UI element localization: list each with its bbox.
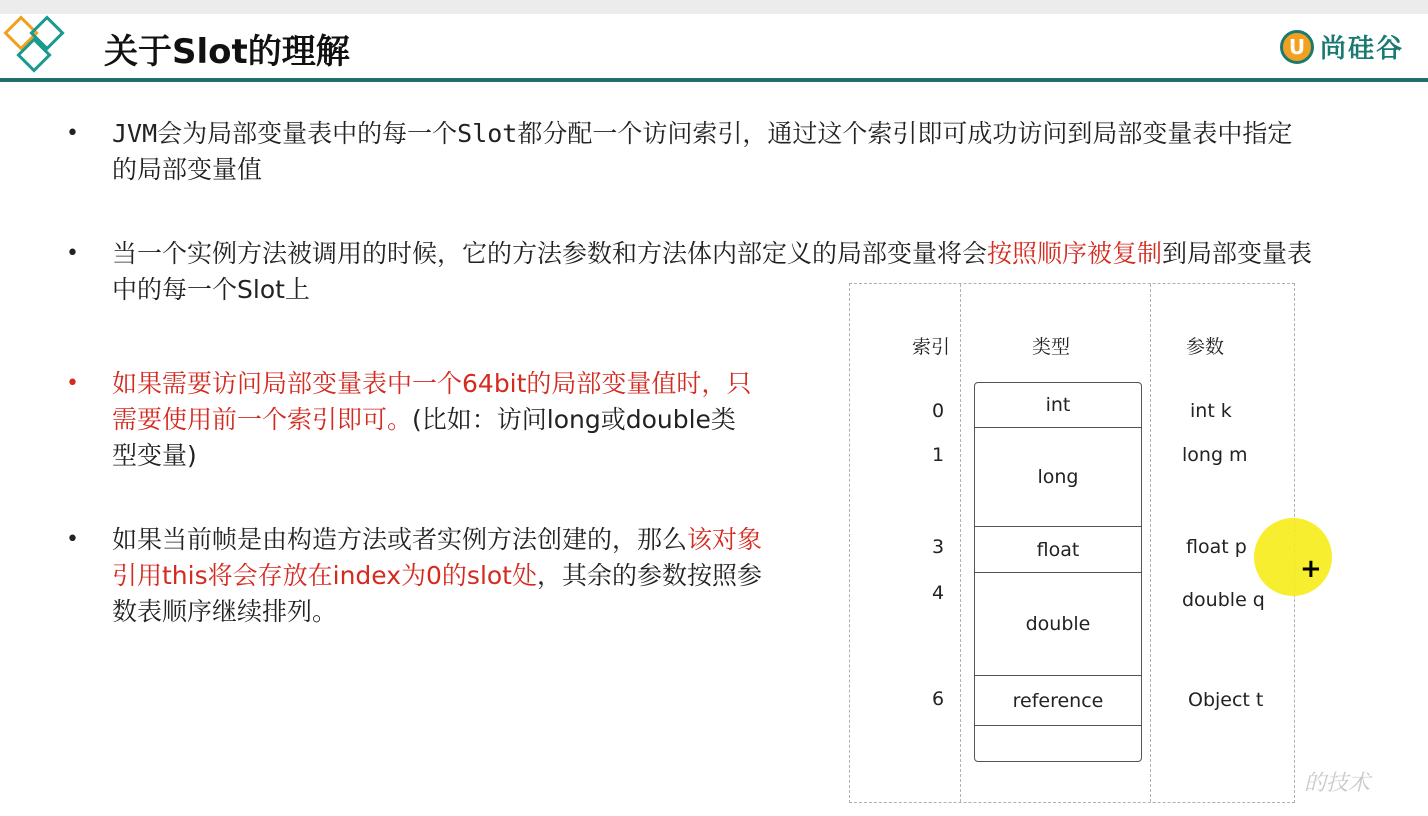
slot-param: float p [1186, 536, 1247, 558]
slot-index: 1 [931, 444, 945, 466]
bullet-highlight-text: 如果需要访问局部变量表中一个64bit的局部变量值时，只需要使用前一个索引即可。 [112, 369, 752, 434]
column-divider [1150, 284, 1151, 802]
param-column-header: 参数 [1186, 336, 1225, 358]
bullet-dot-icon: • [66, 241, 79, 266]
diamond-logo-icon [0, 14, 80, 80]
bullet-dot-icon: • [66, 371, 79, 396]
bullet-item [66, 366, 752, 474]
bullet-item [66, 116, 1312, 188]
brand-name: 尚硅谷 [1319, 34, 1404, 64]
slot-index: 4 [931, 582, 945, 604]
slot-cell: double [975, 573, 1141, 676]
bullet-text: 当一个实例方法被调用的时候，它的方法参数和方法体内部定义的局部变量将会 [112, 239, 988, 268]
bullet-text: JVM会为局部变量表中的每一个Slot都分配一个访问索引，通过这个索引即可成功访问到局部变量表中指定的局部变量值 [112, 119, 1293, 184]
slot-cell: int [975, 383, 1141, 428]
slot-index: 0 [931, 400, 945, 422]
slot-cell: long [975, 428, 1141, 527]
brand-mark-icon: U [1280, 30, 1314, 64]
bullet-text: ，其余的参数按照参数表顺序继续排列。 [112, 561, 763, 626]
slot-cell: float [975, 527, 1141, 573]
watermark: 的技术 [1304, 771, 1371, 796]
bullet-text: 到局部变量表中的每一个Slot上 [112, 239, 1313, 304]
bullet-highlight-text: 该对象引用this将会存放在index为0的slot处 [112, 525, 763, 590]
slot-param: int k [1190, 400, 1232, 422]
page-title: 关于Slot的理解 [104, 32, 350, 72]
header-divider [0, 78, 1428, 82]
bullet-item [66, 522, 772, 630]
slot-stack [974, 382, 1142, 762]
type-column-header: 类型 [1032, 336, 1071, 358]
bullet-highlight-text: 按照顺序被复制 [987, 239, 1163, 268]
bullet-dot-icon: • [66, 527, 79, 552]
slot-index: 6 [931, 688, 945, 710]
slot-param: Object t [1188, 689, 1264, 711]
bullet-text: (比如：访问long或double类型变量) [112, 405, 736, 470]
bullet-dot-icon: • [66, 121, 79, 146]
slot-cell-empty [975, 726, 1141, 761]
slot-param: double q [1182, 589, 1265, 611]
brand-logo [1280, 28, 1404, 65]
slot-index: 3 [931, 536, 945, 558]
bullet-text: 如果当前帧是由构造方法或者实例方法创建的，那么 [112, 525, 688, 554]
column-divider [960, 284, 961, 802]
slot-param: long m [1182, 444, 1248, 466]
cursor-crosshair-icon: + [1300, 554, 1322, 584]
top-strip [0, 0, 1428, 14]
index-column-header: 索引 [912, 336, 951, 358]
local-variable-table-diagram [849, 283, 1295, 803]
slot-cell: reference [975, 676, 1141, 726]
